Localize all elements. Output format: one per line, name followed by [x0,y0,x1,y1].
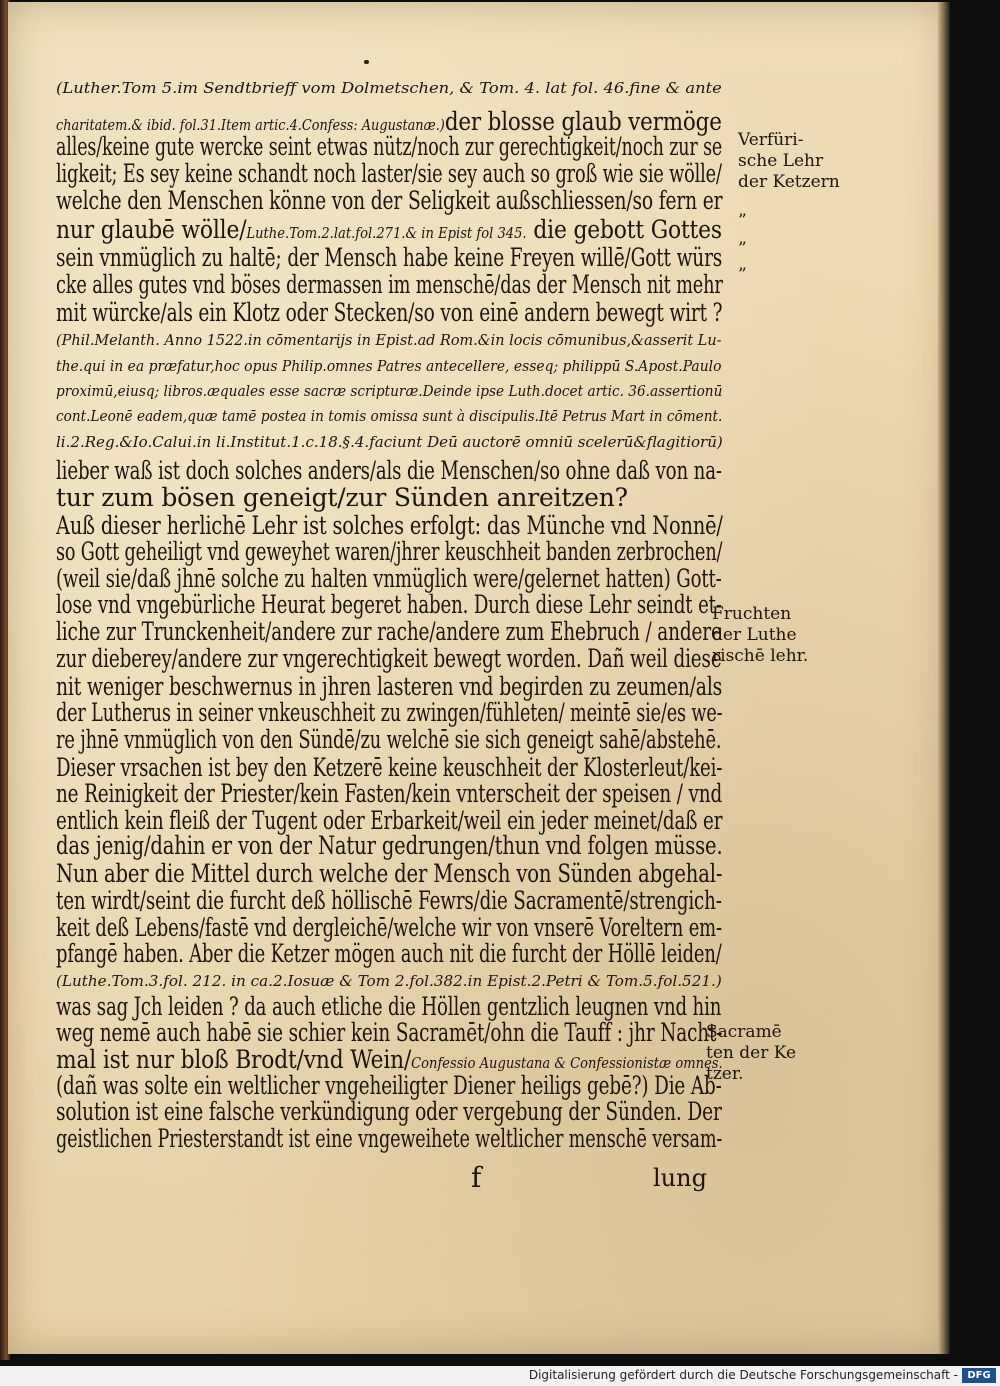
text-line [56,617,722,646]
dfg-logo: DFG [962,1368,996,1383]
body-text: ten wirdt/seint die furcht deß höllischē Fewrs/die Sacramentē/strengich- [56,886,722,915]
footer-bar [0,1366,1000,1386]
text-line [56,270,723,299]
signature-mark: f [471,1161,482,1194]
body-text: Nun aber die Mittel durch welche der Mensch von Sünden abgehal- [56,859,723,888]
body-text: pfangē haben. Aber die Ketzer mögen auch nit die furcht der Höllē leiden/ [56,939,722,968]
ink-mark [364,60,369,64]
citation-text: (Phil.Melanth. Anno 1522.in cōmentarijs in Epist.ad Rom.&in locis cōmunibus,&asserit Lu- [56,331,722,349]
text-line [56,432,723,451]
body-text: mit würcke/als ein Klotz oder Stecken/so von einē andern bewegt wirt ? [56,298,723,327]
body-text: zur dieberey/andere zur vngerechtigkeit bewegt worden. Dañ weil diese [56,644,722,673]
body-text: Auß dieser herlichē Lehr ist solches erfolgt: das Münche vnd Nonnē/ [56,511,723,540]
text-line [56,298,722,327]
body-text: weg nemē auch habē sie schier kein Sacramēt/ohn die Tauff : jhr Nacht- [56,1018,723,1047]
text-line [56,78,722,97]
text-line [56,939,722,968]
page-edge [938,2,950,1354]
text-line [56,132,722,161]
body-text: tur zum bösen geneigt/zur Sünden anreitzen? [56,483,628,512]
body-text: sein vnmüglich zu haltē; der Mensch habe keine Freyen willē/Gott würs [56,243,723,272]
text-line [56,672,722,701]
body-text: geistlichen Priesterstandt ist eine vngeweihete weltlicher menschē versam- [56,1124,723,1153]
marginal-quote-mark: ” [738,211,747,231]
citation-text: proximū,eiusq; libros.æquales esse sacræ scripturæ.Deinde ipse Luth.docet artic. 36.assertionū [56,382,723,400]
text-line [56,779,722,808]
citation-text: charitatem.& ibid. fol.31.Item artic.4.Confess: Augustanæ.) [56,116,445,134]
marginal-quote-mark: ” [738,265,747,285]
citation-text: cont.Leonē eadem,quæ tamē postea in tomis omissa sunt à discipulis.Itē Petrus Mart in cōment. [56,407,723,425]
body-text: lieber waß ist doch solches anders/als die Menschen/so ohne daß von na- [56,456,722,485]
text-line [56,537,722,566]
body-text: Dieser vrsachen ist bey den Ketzerē keine keuschheit der Klosterleut/kei- [56,753,723,782]
body-text: entlich kein fleiß der Tugent oder Erbarkeit/weil ein jeder meinet/daß er [56,806,723,835]
text-line [56,971,722,990]
catchword: lung [653,1164,707,1192]
citation-text: (Luther.Tom 5.im Sendtbrieff vom Dolmetschen, & Tom. 4. lat fol. 46.fine & ante [56,79,722,97]
body-text: was sag Jch leiden ? da auch etliche die Höllen gentzlich leugnen vnd hin [56,992,722,1021]
citation-text: li.2.Reg.&Io.Calui.in li.Institut.1.c.18.§.4.faciunt Deū auctorē omniū scelerū&flagitiorū) [56,433,723,451]
text-line [56,186,722,215]
body-text: re jhnē vnmüglich von den Sündē/zu welchē sie sich geneigt sahē/abstehē. [56,725,722,754]
text-line [56,992,721,1021]
text-line [56,456,722,485]
body-text: lose vnd vngebürliche Heurat begeret haben. Durch diese Lehr seindt et- [56,590,722,619]
body-text: der Lutherus in seiner vnkeuschheit zu zwingen/fühleten/ meintē sie/es we- [56,698,723,727]
body-text: der blosse glaub vermöge [444,107,722,136]
body-text: die gebott Gottes [526,215,722,244]
text-line [56,698,722,727]
body-text: das jenig/dahin er von der Natur gedrungen/thun vnd folgen müsse. [56,831,723,860]
body-text: liche zur Trunckenheit/andere zur rache/andere zum Ehebruch / andere [56,617,722,646]
text-line [56,564,722,593]
body-text: welche den Menschen könne von der Seligkeit außschliessen/so fern er [56,186,723,215]
body-text: nur glaubē wölle/ [56,215,247,244]
body-text: alles/keine gute wercke seint etwas nütz/noch zur gerechtigkeit/noch zur se [56,132,723,161]
citation-text: the.qui in ea præfatur,hoc opus Philip.omnes Patres antecellere, esseq; philippū S.Apost.Paulo [56,357,722,375]
text-line [56,1045,723,1074]
text-line [56,1071,722,1100]
body-text: keit deß Lebens/fastē vnd dergleichē/welche wir von vnserē Voreltern em- [56,913,722,942]
text-line [56,330,721,349]
body-text: ne Reinigkeit der Priester/kein Fasten/kein vnterscheit der speisen / vnd [56,779,723,808]
text-line [56,590,722,619]
text-line [56,644,722,673]
text-line [56,356,721,375]
funding-note: Digitalisierung gefördert durch die Deutsche Forschungsgemeinschaft - [528,1368,958,1382]
text-line [56,913,722,942]
marginal-note: Sacramē ten der Ke tzer. [706,1022,797,1084]
text-line [56,381,722,400]
citation-text: Luthe.Tom.2.lat.fol.271.& in Epist fol 345. [246,224,527,242]
body-text: so Gott geheiligt vnd geweyhet waren/jhrer keuschheit banden zerbrochen/ [56,537,723,566]
body-text: (dañ was solte ein weltlicher vngeheiligter Diener heiligs gebē?) Die Ab- [56,1071,722,1100]
marginal-quote-mark: ” [738,239,747,259]
text-line [56,886,722,915]
text-line [56,753,722,782]
body-text: solution ist eine falsche verkündigung oder vergebung der Sünden. Der [56,1097,722,1126]
text-line [56,215,722,244]
body-text: nit weniger beschwernus in jhren lasteren vnd begirden zu zeumen/als [56,672,723,701]
text-line [56,859,722,888]
text-line [56,725,721,754]
marginal-note: Verfüri- sche Lehr der Ketzern [738,130,840,192]
body-text: cke alles gutes vnd böses dermassen im menschē/das der Mensch nit mehr [56,270,723,299]
text-line [56,159,722,188]
citation-text: Confessio Augustana & Confessionistæ omnes. [411,1054,723,1072]
text-line [56,1097,722,1126]
text-line [56,831,723,860]
citation-text: (Luthe.Tom.3.fol. 212. in ca.2.Iosuæ & Tom 2.fol.382.in Epist.2.Petri & Tom.5.fol.521.) [56,972,722,990]
text-line [56,1124,722,1153]
text-line [56,243,722,272]
body-text: mal ist nur bloß Brodt/vnd Wein/ [56,1045,412,1074]
body-text: (weil sie/daß jhnē solche zu halten vnmüglich were/gelernet hatten) Gott- [56,564,722,593]
marginal-note: Fruchten der Luthe rischē lehr. [712,604,809,666]
text-line [56,483,628,512]
text-line [56,511,723,540]
body-text: ligkeit; Es sey keine schandt noch laster/sie sey auch so groß wie sie wölle/ [56,159,722,188]
text-line [56,406,722,425]
text-line [56,1018,722,1047]
